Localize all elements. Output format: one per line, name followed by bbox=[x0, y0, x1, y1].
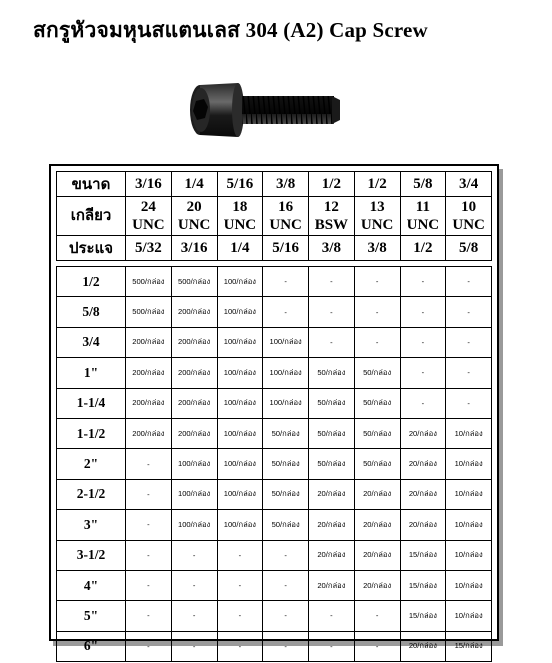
quantity-cell: 10/กล่อง bbox=[446, 540, 492, 570]
quantity-cell: - bbox=[126, 449, 172, 479]
quantity-cell: - bbox=[309, 631, 355, 661]
thread-tpi: 24 bbox=[140, 199, 156, 215]
quantity-cell: 200/กล่อง bbox=[126, 358, 172, 388]
quantity-cell: - bbox=[217, 570, 263, 600]
quantity-cell: 100/กล่อง bbox=[263, 358, 309, 388]
length-label: 5/8 bbox=[57, 297, 126, 327]
quantity-cell: - bbox=[354, 327, 400, 357]
thread-type: UNC bbox=[132, 217, 165, 233]
quantity-cell: - bbox=[126, 570, 172, 600]
table-row bbox=[57, 601, 492, 631]
quantity-cell: - bbox=[126, 540, 172, 570]
thread-tpi: 18 bbox=[232, 199, 248, 215]
size-cell: 3/16 bbox=[126, 172, 172, 197]
wrench-row-label: ประแจ bbox=[57, 236, 126, 261]
thread-cell bbox=[309, 197, 355, 236]
quantity-cell: - bbox=[126, 631, 172, 661]
table-row bbox=[57, 631, 492, 661]
size-cell: 1/2 bbox=[354, 172, 400, 197]
quantity-cell: - bbox=[263, 540, 309, 570]
thread-type: UNC bbox=[269, 217, 302, 233]
quantity-cell: 20/กล่อง bbox=[309, 510, 355, 540]
quantity-cell: 20/กล่อง bbox=[354, 570, 400, 600]
quantity-cell: 50/กล่อง bbox=[354, 449, 400, 479]
quantity-cell: 20/กล่อง bbox=[309, 540, 355, 570]
quantity-cell: 15/กล่อง bbox=[400, 540, 446, 570]
table-row bbox=[57, 267, 492, 297]
quantity-cell: 50/กล่อง bbox=[309, 358, 355, 388]
wrench-row bbox=[57, 236, 492, 261]
quantity-cell: - bbox=[171, 631, 217, 661]
quantity-cell: 20/กล่อง bbox=[354, 479, 400, 509]
length-label: 2-1/2 bbox=[57, 479, 126, 509]
thread-cell bbox=[263, 197, 309, 236]
size-cell: 3/4 bbox=[446, 172, 492, 197]
quantity-cell: - bbox=[354, 297, 400, 327]
table-row bbox=[57, 327, 492, 357]
quantity-cell: 50/กล่อง bbox=[354, 388, 400, 418]
quantity-cell: - bbox=[354, 601, 400, 631]
length-label: 1-1/4 bbox=[57, 388, 126, 418]
page-title: สกรูหัวจมหุนสแตนเลส 304 (A2) Cap Screw bbox=[33, 18, 428, 42]
quantity-cell: - bbox=[217, 601, 263, 631]
quantity-cell: 100/กล่อง bbox=[217, 510, 263, 540]
quantity-cell: - bbox=[400, 388, 446, 418]
quantity-cell: 50/กล่อง bbox=[309, 449, 355, 479]
quantity-cell: 200/กล่อง bbox=[171, 358, 217, 388]
wrench-cell: 3/8 bbox=[309, 236, 355, 261]
wrench-cell: 5/8 bbox=[446, 236, 492, 261]
thread-row bbox=[57, 197, 492, 236]
length-label: 2" bbox=[57, 449, 126, 479]
quantity-cell: 10/กล่อง bbox=[446, 449, 492, 479]
quantity-cell: - bbox=[446, 327, 492, 357]
length-label: 4" bbox=[57, 570, 126, 600]
quantity-cell: 20/กล่อง bbox=[354, 510, 400, 540]
thread-tpi: 12 bbox=[323, 199, 339, 215]
length-label: 6" bbox=[57, 631, 126, 661]
quantity-cell: - bbox=[263, 570, 309, 600]
quantity-cell: - bbox=[263, 601, 309, 631]
quantity-cell: - bbox=[217, 631, 263, 661]
quantity-cell: 100/กล่อง bbox=[263, 327, 309, 357]
quantity-cell: - bbox=[354, 267, 400, 297]
quantity-cell: 15/กล่อง bbox=[400, 570, 446, 600]
quantity-cell: 20/กล่อง bbox=[400, 510, 446, 540]
size-cell: 1/4 bbox=[171, 172, 217, 197]
quantity-cell: 100/กล่อง bbox=[217, 449, 263, 479]
screw-size-chart bbox=[49, 164, 499, 654]
table-row bbox=[57, 479, 492, 509]
quantity-cell: 100/กล่อง bbox=[171, 449, 217, 479]
wrench-cell: 5/16 bbox=[263, 236, 309, 261]
thread-type: UNC bbox=[223, 217, 257, 233]
quantity-cell: 500/กล่อง bbox=[126, 297, 172, 327]
wrench-cell: 1/2 bbox=[400, 236, 446, 261]
quantity-cell: - bbox=[263, 631, 309, 661]
quantity-cell: 200/กล่อง bbox=[171, 327, 217, 357]
length-label: 1" bbox=[57, 358, 126, 388]
quantity-cell: 200/กล่อง bbox=[126, 388, 172, 418]
quantity-cell: - bbox=[126, 479, 172, 509]
thread-cell bbox=[126, 197, 172, 236]
quantity-cell: 100/กล่อง bbox=[217, 267, 263, 297]
quantity-cell: - bbox=[400, 267, 446, 297]
cap-screw-image bbox=[186, 74, 346, 146]
quantity-cell: - bbox=[446, 297, 492, 327]
size-cell: 5/16 bbox=[217, 172, 263, 197]
quantity-cell: 100/กล่อง bbox=[263, 388, 309, 418]
table-row bbox=[57, 418, 492, 448]
thread-type: BSW bbox=[314, 217, 349, 233]
size-cell: 3/8 bbox=[263, 172, 309, 197]
quantity-cell: 50/กล่อง bbox=[263, 479, 309, 509]
quantity-cell: - bbox=[309, 327, 355, 357]
quantity-cell: 15/กล่อง bbox=[446, 631, 492, 661]
quantity-cell: - bbox=[126, 510, 172, 540]
quantity-cell: - bbox=[171, 570, 217, 600]
quantity-cell: 10/กล่อง bbox=[446, 510, 492, 540]
thread-type: UNC bbox=[406, 217, 440, 233]
quantity-cell: - bbox=[309, 297, 355, 327]
table-row bbox=[57, 297, 492, 327]
quantity-cell: 100/กล่อง bbox=[217, 479, 263, 509]
length-label: 5" bbox=[57, 601, 126, 631]
quantity-cell: 100/กล่อง bbox=[171, 510, 217, 540]
table-row bbox=[57, 540, 492, 570]
quantity-cell: 50/กล่อง bbox=[263, 510, 309, 540]
quantity-cell: - bbox=[400, 297, 446, 327]
quantity-cell: 200/กล่อง bbox=[171, 388, 217, 418]
quantity-cell: 20/กล่อง bbox=[400, 418, 446, 448]
quantity-cell: 20/กล่อง bbox=[309, 479, 355, 509]
quantity-cell: - bbox=[446, 388, 492, 418]
quantity-cell: 200/กล่อง bbox=[126, 418, 172, 448]
quantity-cell: 100/กล่อง bbox=[217, 358, 263, 388]
table-row bbox=[57, 388, 492, 418]
quantity-cell: - bbox=[400, 358, 446, 388]
wrench-cell: 5/32 bbox=[126, 236, 172, 261]
thread-type: UNC bbox=[360, 217, 394, 233]
quantity-cell: 500/กล่อง bbox=[126, 267, 172, 297]
quantity-cell: 50/กล่อง bbox=[263, 449, 309, 479]
quantity-cell: 20/กล่อง bbox=[309, 570, 355, 600]
length-label: 3" bbox=[57, 510, 126, 540]
quantity-cell: - bbox=[217, 540, 263, 570]
quantity-cell: - bbox=[309, 267, 355, 297]
length-label: 1/2 bbox=[57, 267, 126, 297]
thread-cell bbox=[400, 197, 446, 236]
quantity-cell: 15/กล่อง bbox=[400, 601, 446, 631]
table-row bbox=[57, 570, 492, 600]
quantity-cell: 10/กล่อง bbox=[446, 601, 492, 631]
quantity-cell: 200/กล่อง bbox=[171, 297, 217, 327]
quantity-cell: 50/กล่อง bbox=[309, 388, 355, 418]
thread-type: UNC bbox=[177, 217, 211, 233]
table-row bbox=[57, 510, 492, 540]
quantity-cell: 200/กล่อง bbox=[171, 418, 217, 448]
thread-cell bbox=[354, 197, 400, 236]
quantity-cell: 20/กล่อง bbox=[400, 631, 446, 661]
quantity-cell: 20/กล่อง bbox=[400, 449, 446, 479]
quantity-cell: - bbox=[309, 601, 355, 631]
thread-tpi: 10 bbox=[461, 199, 477, 215]
thread-tpi: 16 bbox=[278, 199, 294, 215]
wrench-cell: 1/4 bbox=[217, 236, 263, 261]
quantity-cell: 10/กล่อง bbox=[446, 418, 492, 448]
wrench-cell: 3/16 bbox=[171, 236, 217, 261]
thread-cell bbox=[171, 197, 217, 236]
quantity-cell: 100/กล่อง bbox=[217, 418, 263, 448]
quantity-cell: 10/กล่อง bbox=[446, 570, 492, 600]
quantity-cell: 50/กล่อง bbox=[354, 358, 400, 388]
quantity-cell: 50/กล่อง bbox=[354, 418, 400, 448]
thread-tpi: 20 bbox=[186, 199, 202, 215]
thread-row-label: เกลียว bbox=[57, 197, 126, 236]
thread-type: UNC bbox=[452, 217, 485, 233]
quantity-cell: - bbox=[446, 358, 492, 388]
quantity-cell: - bbox=[446, 267, 492, 297]
length-label: 3-1/2 bbox=[57, 540, 126, 570]
quantity-cell: 50/กล่อง bbox=[309, 418, 355, 448]
quantity-cell: - bbox=[263, 267, 309, 297]
size-cell: 1/2 bbox=[309, 172, 355, 197]
quantity-cell: 50/กล่อง bbox=[263, 418, 309, 448]
size-table bbox=[56, 171, 492, 662]
quantity-cell: 500/กล่อง bbox=[171, 267, 217, 297]
size-cell: 5/8 bbox=[400, 172, 446, 197]
quantity-cell: 200/กล่อง bbox=[126, 327, 172, 357]
length-label: 3/4 bbox=[57, 327, 126, 357]
size-row bbox=[57, 172, 492, 197]
quantity-cell: - bbox=[126, 601, 172, 631]
thread-tpi: 13 bbox=[369, 199, 385, 215]
quantity-cell: 100/กล่อง bbox=[217, 297, 263, 327]
thread-cell bbox=[446, 197, 492, 236]
quantity-cell: 100/กล่อง bbox=[217, 327, 263, 357]
size-row-label: ขนาด bbox=[57, 172, 126, 197]
quantity-cell: 100/กล่อง bbox=[217, 388, 263, 418]
quantity-cell: 100/กล่อง bbox=[171, 479, 217, 509]
wrench-cell: 3/8 bbox=[354, 236, 400, 261]
quantity-cell: - bbox=[171, 540, 217, 570]
table-row bbox=[57, 358, 492, 388]
quantity-cell: 20/กล่อง bbox=[400, 479, 446, 509]
quantity-cell: - bbox=[171, 601, 217, 631]
quantity-cell: - bbox=[400, 327, 446, 357]
quantity-cell: 20/กล่อง bbox=[354, 540, 400, 570]
table-row bbox=[57, 449, 492, 479]
quantity-cell: 10/กล่อง bbox=[446, 479, 492, 509]
quantity-cell: - bbox=[263, 297, 309, 327]
quantity-cell: - bbox=[354, 631, 400, 661]
length-label: 1-1/2 bbox=[57, 418, 126, 448]
thread-cell bbox=[217, 197, 263, 236]
thread-tpi: 11 bbox=[415, 199, 430, 215]
